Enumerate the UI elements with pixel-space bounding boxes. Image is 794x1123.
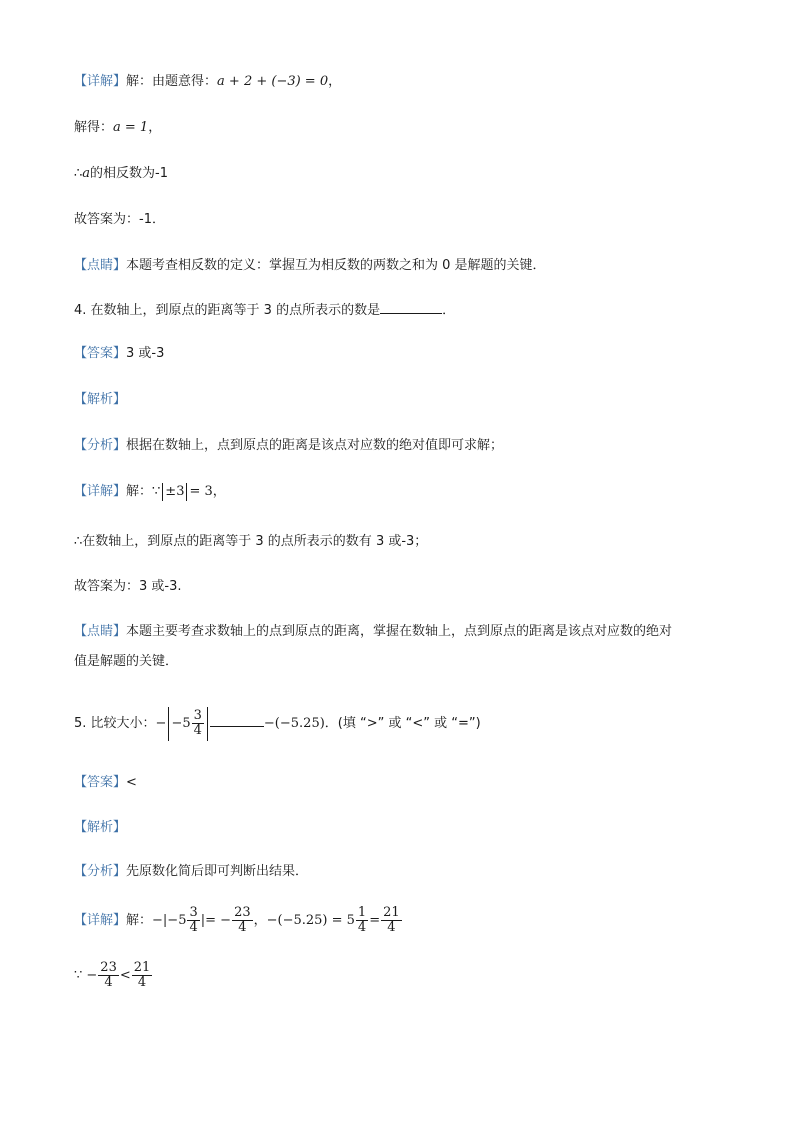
fraction: $\frac{21}{4}$ [383, 905, 400, 935]
final-answer-4: 故答案为：3 或-3. [74, 579, 182, 594]
question-4: 4. 在数轴上，到原点的距离等于 3 的点所表示的数是 ． [74, 300, 455, 321]
comment-tag: 【点睛】 [74, 624, 127, 639]
fraction: $\frac{23}{4}$ [100, 960, 117, 990]
analysis-tag: 【解析】 [74, 392, 127, 407]
fraction: $\frac{23}{4}$ [234, 905, 251, 935]
detail-tag: 【详解】 [74, 484, 127, 499]
analysis-5 [74, 818, 126, 838]
analysis-4 [74, 390, 126, 410]
answer-blank [210, 713, 264, 727]
equation: a = 1 [113, 120, 149, 135]
detail-5: 【详解】解：−|−5 $\frac{3}{4}$ |= − $\frac{23}{4}$ ，−(−5.25) = 5 $\frac{1}{4}$ = $\frac{21}{4}$ [74, 905, 400, 935]
answer-tag: 【答案】 [74, 775, 127, 790]
detail-line-equation: 【详解】解：由题意得：a + 2 + (−3) = 0， [74, 74, 342, 89]
detail-tag: 【详解】 [74, 913, 127, 928]
comment-line: 【点睛】本题考查相反数的定义：掌握互为相反数的两数之和为 0 是解题的关键． [74, 258, 546, 273]
comment-tag: 【点睛】 [74, 258, 127, 273]
conclusion-4: ∴在数轴上，到原点的距离等于 3 的点所表示的数有 3 或-3； [74, 534, 428, 549]
comment-4-line2: 值是解题的关键． [74, 654, 179, 669]
breakdown-tag: 【分析】 [74, 864, 127, 879]
breakdown-5: 【分析】先原数化简后即可判断出结果． [74, 864, 309, 879]
answer-blank [380, 300, 442, 314]
fraction: $\frac{1}{4}$ [357, 905, 367, 935]
comparison-5: ∵ − $\frac{23}{4}$ < $\frac{21}{4}$ [74, 960, 151, 990]
fraction: $\frac{3}{4}$ [189, 905, 198, 935]
equation: a + 2 + (−3) = 0 [217, 74, 329, 89]
breakdown-4: 【分析】根据在数轴上，点到原点的距离是该点对应数的绝对值即可求解； [74, 438, 504, 453]
detail-4: 【详解】解：∵ ±3 = 3， [74, 484, 226, 499]
answer-tag: 【答案】 [74, 346, 127, 361]
answer-5: 【答案】< [74, 775, 137, 790]
answer-4: 【答案】3 或-3 [74, 346, 165, 361]
answer-statement: 故答案为：-1． [74, 212, 165, 227]
opposite-line: ∴a的相反数为-1 [74, 166, 169, 181]
detail-tag: 【详解】 [74, 74, 127, 89]
fraction: $\frac{21}{4}$ [133, 960, 151, 990]
question-5: 5. 比较大小：− −5 $\frac{3}{4}$ −(−5.25)．(填 “>” 或 “<” 或 “=”) [74, 705, 481, 743]
breakdown-tag: 【分析】 [74, 438, 127, 453]
analysis-tag: 【解析】 [74, 820, 127, 835]
solve-line: 解得：a = 1， [74, 120, 162, 135]
comment-4-line1: 【点睛】本题主要考查求数轴上的点到原点的距离，掌握在数轴上，点到原点的距离是该点对应数的绝对 [74, 624, 673, 639]
fraction: $\frac{3}{4}$ [193, 708, 202, 738]
